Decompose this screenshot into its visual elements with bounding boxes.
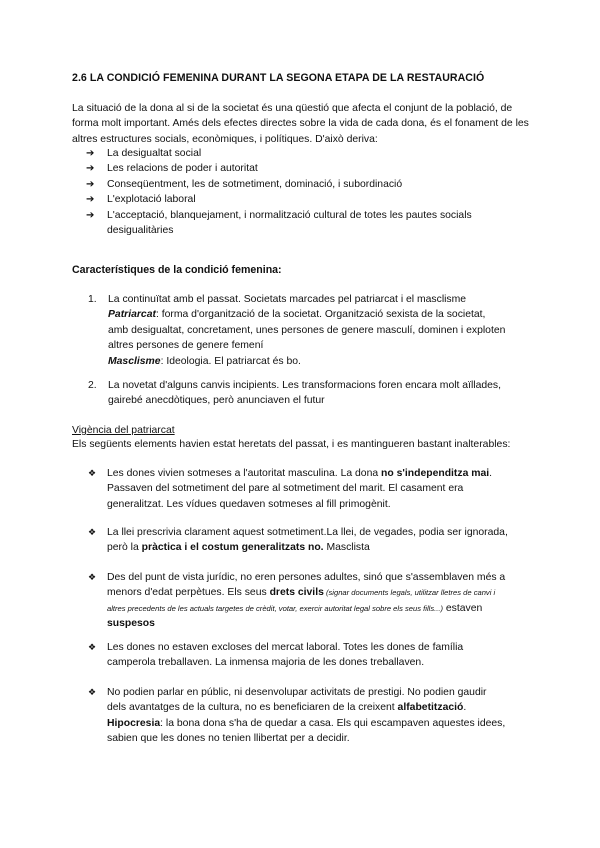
characteristics-list-1 xyxy=(88,292,508,369)
arrow-icon: ➔ xyxy=(86,163,95,175)
arrow-icon: ➔ xyxy=(86,194,95,206)
characteristics-list-2 xyxy=(88,378,508,409)
consequences-list xyxy=(86,146,526,238)
list-item: 2. La novetat d'alguns canvis incipients. Les transformacions foren encara molt aïllades, gairebé anecdòtiques, però anunciaven el futur xyxy=(88,380,502,407)
diamond-bullet-icon: ❖ xyxy=(88,468,97,478)
term-masclisme: Masclisme xyxy=(108,355,161,367)
vigencia-list-2 xyxy=(88,525,508,556)
vigencia-title: Vigència del patriarcat xyxy=(72,425,175,436)
vigencia-intro: Els següents elements havien estat heretats del passat, i es mantingueren bastant inalterables: xyxy=(72,439,511,450)
arrow-icon: ➔ xyxy=(86,148,95,159)
term-patriarcat: Patriarcat xyxy=(108,309,156,321)
list-item: ❖ Les dones no estaven excloses del mercat laboral. Totes les dones de família camperola treballaven. La inmensa majoria de les dones treballaven. xyxy=(88,642,464,669)
arrow-icon: ➔ xyxy=(86,209,95,221)
list-item: ❖ Les dones vivien sotmeses a l'autoritat masculina. La dona no s'independitza mai. Passaven del sotmetiment del pare al sotmetiment del marit. El casament era generalitzat. Les vídues quedaven sotmeses al fill primogènit. xyxy=(88,468,493,510)
list-item: ❖ Des del punt de vista jurídic, no eren persones adultes, sinó que s'assemblaven més a menors d'edat perpètues. Els seus drets civils (signar documents legals, utilitzar lletres de canvi i altres precedents de les actuals targetes de crèdit, votar, exercir autoritat legal sobre els seus fills...) estaven suspesos xyxy=(88,572,506,630)
diamond-bullet-icon: ❖ xyxy=(88,527,97,537)
vigencia-list-4 xyxy=(88,640,508,671)
list-item: 1. La continuïtat amb el passat. Societats marcades pel patriarcat i el masclisme Patriarcat: forma d'organització de la societat. Organització sexista de la societat, amb desigualtat, concretament, unes persones de genere masculí, dominen i exploten altres persones de genere femení Masclisme: Ideologia. El patriarcat és bo. xyxy=(88,294,506,367)
list-item: ❖ La llei prescrivia clarament aquest sotmetiment.La llei, de vegades, podia ser ignorada, però la pràctica i el costum generalitzats no. Masclista xyxy=(88,527,508,554)
section-heading: 2.6 LA CONDICIÓ FEMENINA DURANT LA SEGONA ETAPA DE LA RESTAURACIÓ xyxy=(72,72,485,84)
vigencia-list-3 xyxy=(88,570,508,632)
list-item: ➔ Conseqüentment, les de sotmetiment, dominació, i subordinació xyxy=(86,177,526,192)
list-item: ➔ L'acceptació, blanquejament, i normalització cultural de totes les pautes socials desigualitàries xyxy=(86,209,472,237)
vigencia-list-1 xyxy=(88,466,508,512)
list-item: ➔ L'explotació laboral xyxy=(86,192,526,207)
diamond-bullet-icon: ❖ xyxy=(88,642,97,652)
arrow-icon: ➔ xyxy=(86,178,95,190)
diamond-bullet-icon: ❖ xyxy=(88,687,97,697)
list-item: ➔ Les relacions de poder i autoritat xyxy=(86,161,526,176)
characteristics-heading: Característiques de la condició femenina: xyxy=(72,264,282,276)
intro-paragraph: La situació de la dona al si de la societat és una qüestió que afecta el conjunt de la població, de forma molt important. Amés dels efectes directes sobre la vida de cada dona, és el fonament de les altres estructures socials, econòmiques, i polítiques. D'això deriva: xyxy=(72,103,529,145)
list-item: ❖ No podien parlar en públic, ni desenvolupar activitats de prestigi. No podien gaudir dels avantatges de la cultura, no es beneficiaren de la creixent alfabetització. Hipocresia: la bona dona s'ha de quedar a casa. Els qui escampaven aquestes idees, sabien que les dones no tenien llibertat per a decidir. xyxy=(88,687,506,745)
vigencia-list-5 xyxy=(88,685,508,747)
list-item: ➔ La desigualtat social xyxy=(86,146,526,161)
diamond-bullet-icon: ❖ xyxy=(88,572,97,582)
